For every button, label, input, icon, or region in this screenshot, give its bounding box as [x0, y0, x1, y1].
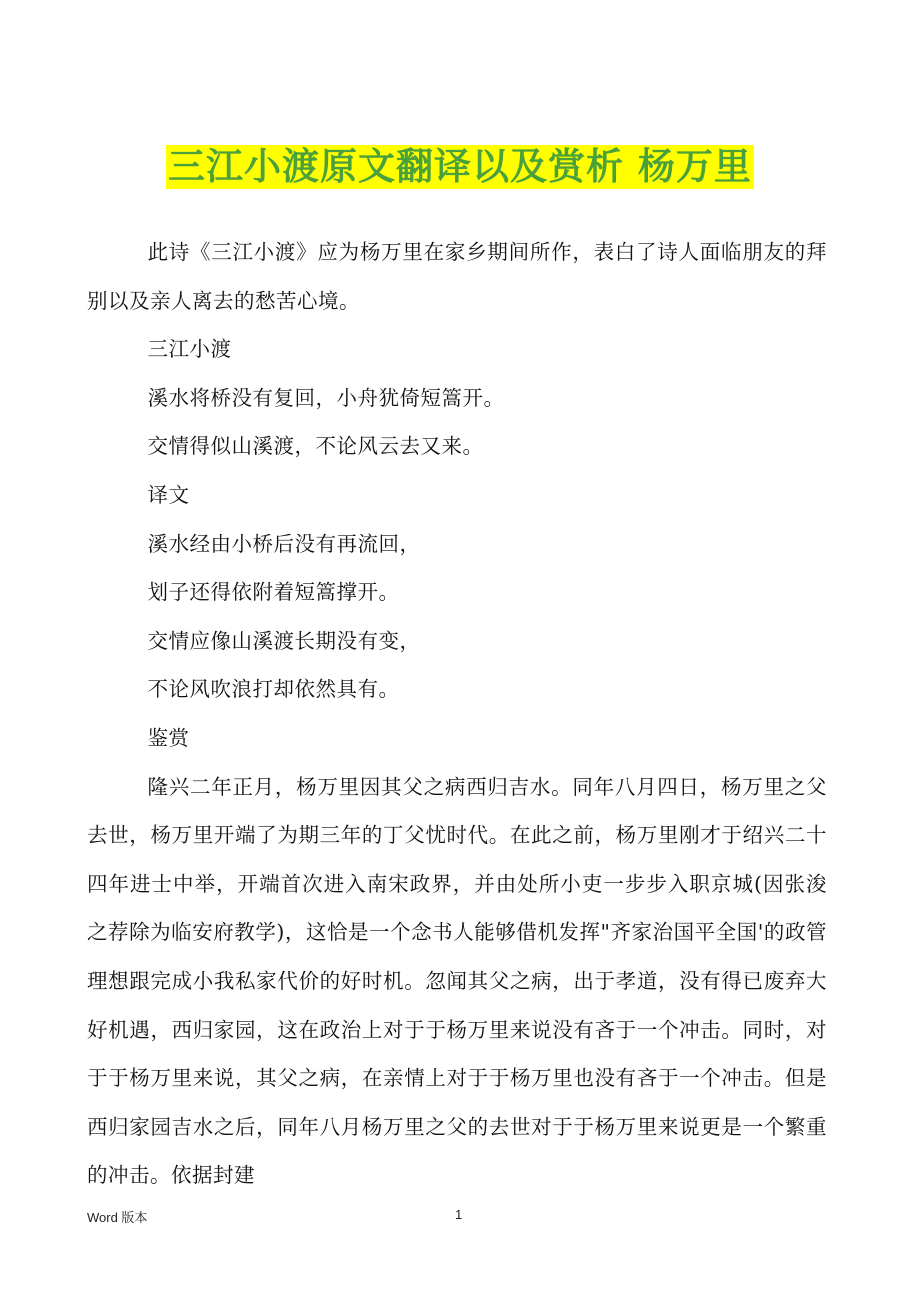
translation-line: 划子还得依附着短篙撑开。: [147, 580, 400, 605]
poem-line: 交情得似山溪渡，不论风云去又来。: [147, 434, 484, 459]
translation-line: 交情应像山溪渡长期没有变，: [147, 628, 421, 653]
intro-paragraph: 此诗《三江小渡》应为杨万里在家乡期间所作，表白了诗人面临朋友的拜别以及亲人离去的愁苦心境。: [87, 240, 827, 313]
document-body: [87, 228, 827, 1200]
footer-label: Word 版本: [87, 1210, 148, 1225]
page-title: 三江小渡原文翻译以及赏析 杨万里: [168, 145, 752, 188]
appreciation-heading: 鉴赏: [147, 725, 190, 750]
translation-line: 溪水经由小桥后没有再流回，: [147, 531, 421, 556]
appreciation-paragraph: 隆兴二年正月，杨万里因其父之病西归吉水。同年八月四日，杨万里之父去世，杨万里开端了为期三年的丁父忧时代。在此之前，杨万里刚才于绍兴二十四年进士中举，开端首次进入南宋政界，并由处所小吏一步步入职京城(因张浚之荐除为临安府教学)，这恰是一个念书人能够借机发挥"齐家治国平全国'的政管理想跟完成小我私家代价的好时机。忽闻其父之病，出于孝道，没有得已废弃大好机遇，西归家园，这在政治上对于于杨万里来说没有吝于一个冲击。同时，对于于杨万里来说，其父之病，在亲情上对于于杨万里也没有吝于一个冲击。但是西归家园吉水之后，同年八月杨万里之父的去世对于于杨万里来说更是一个繁重的冲击。依据封建: [87, 774, 827, 1188]
poem-title: 三江小渡: [147, 337, 232, 362]
translation-line: 不论风吹浪打却依然具有。: [147, 677, 400, 702]
title-container: [0, 145, 920, 189]
translation-heading: 译文: [147, 482, 190, 507]
page-number: 1: [455, 1207, 463, 1222]
poem-line: 溪水将桥没有复回，小舟犹倚短篙开。: [147, 385, 505, 410]
